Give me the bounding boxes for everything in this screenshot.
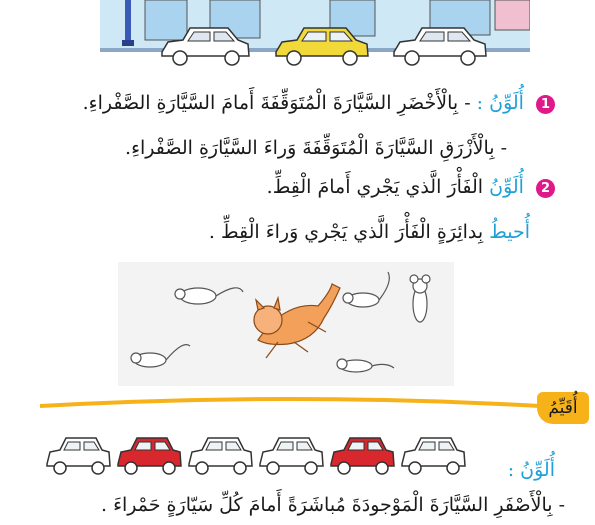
exercise2-instruction-2: بِدائِرَةٍ الْفَأْرَ الَّذي يَجْري وَراءَ الْقِطِّ . (208, 221, 484, 243)
exercise2-label: أُلَوِّنُ (489, 176, 524, 198)
car-white-icon (399, 434, 467, 480)
evaluate-stamp-label: أُقَيِّمُ (548, 398, 578, 418)
car-white-behind-top (390, 22, 490, 68)
bottom-car-row (44, 434, 469, 482)
exercise3-instruction-1: - بِالْأَصْفَرِ السَّيَّارَةَ الْمَوْجودَةَ مُباشَرَةً أَمامَ كُلِّ سَيّارَةٍ حَمْراءَ . (101, 494, 565, 516)
car-white-icon (257, 434, 325, 480)
exercise1-instruction-1: - بِالْأَخْضَرِ السَّيَّارَةَ الْمُتَوَقِّفَةَ أَمامَ السَّيَّارَةِ الصَّفْراءِ. (82, 92, 471, 114)
exercise3-label-line (508, 459, 555, 481)
car-white-icon (186, 434, 254, 480)
exercise3-line1 (101, 494, 565, 516)
exercise1-instruction-2: - بِالْأَزْرَقِ السَّيَّارَةَ الْمُتَوَقِّفَةَ وَراءَ السَّيَّارَةِ الصَّفْراءِ. (125, 137, 507, 159)
car-red-icon (115, 434, 183, 480)
exercise2-number-badge: 2 (536, 179, 555, 198)
evaluate-stamp (537, 392, 589, 424)
car-red-icon (328, 434, 396, 480)
cat-and-mice-illustration (118, 262, 454, 386)
exercise1-line1 (83, 92, 555, 114)
exercise2-line1 (267, 176, 555, 198)
car-white-front-top (158, 22, 253, 68)
car-yellow-top (272, 22, 372, 68)
exercise1-line2 (125, 137, 507, 159)
exercise3-label: أُلَوِّنُ : (507, 459, 555, 481)
exercise2-instruction-1: الْفَأْرَ الَّذي يَجْري أَمامَ الْقِطِّ. (266, 176, 484, 198)
exercise1-label: أُلَوِّنُ : (476, 92, 524, 114)
exercise1-number-badge: 1 (536, 95, 555, 114)
section-divider (40, 394, 540, 414)
exercise2-label-2: أُحيطُ (489, 221, 530, 243)
car-white-icon (44, 434, 112, 480)
exercise2-line2 (209, 221, 530, 243)
